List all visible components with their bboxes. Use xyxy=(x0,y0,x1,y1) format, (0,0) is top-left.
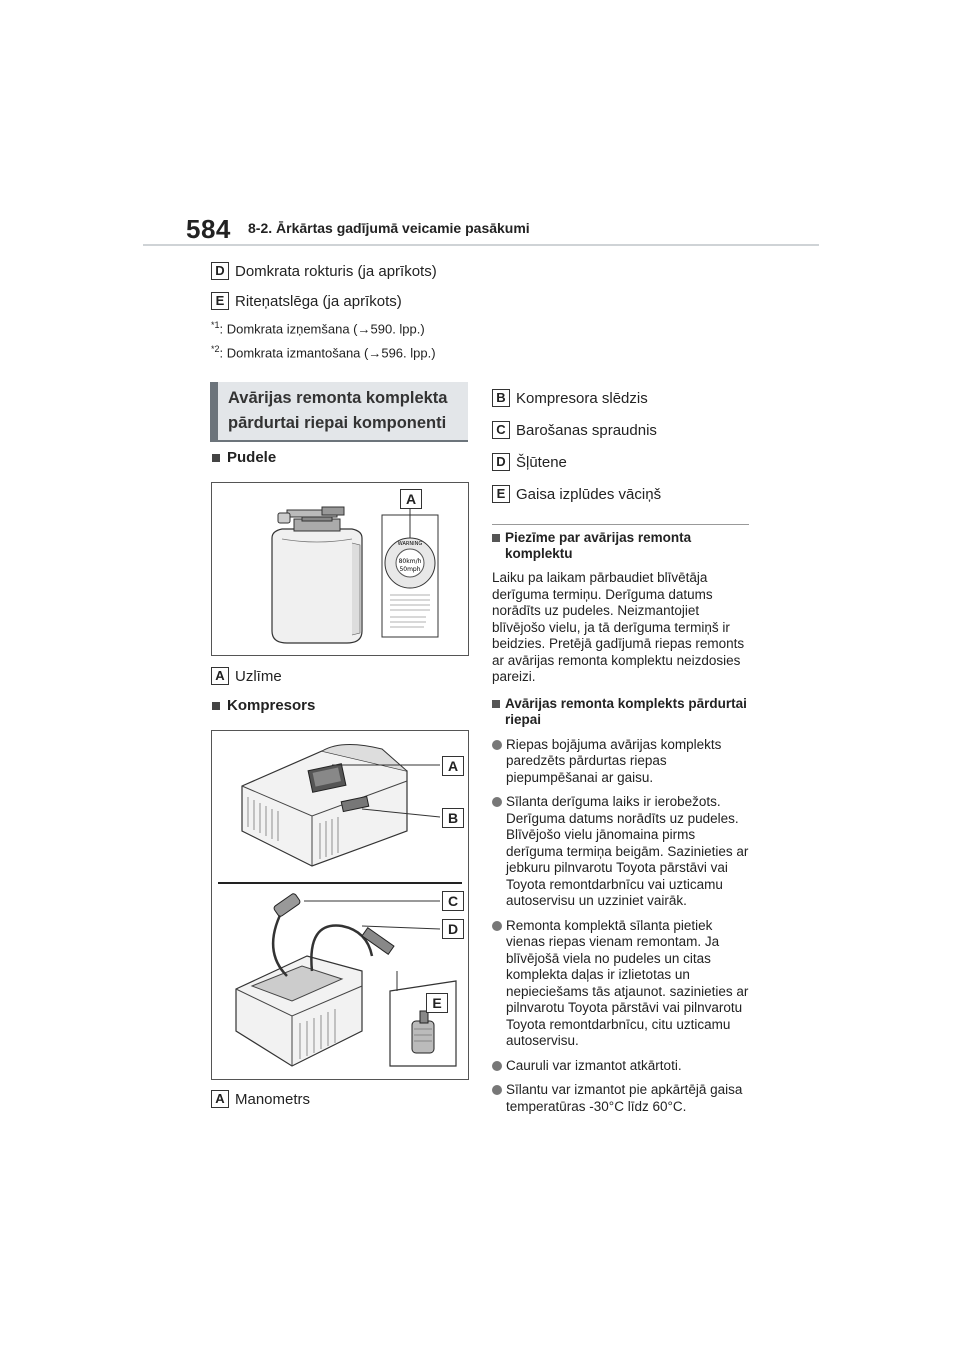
bottle-figure xyxy=(211,482,469,656)
section-heading-line: Avārijas remonta komplekta xyxy=(228,389,448,407)
bullet-item: Riepas bojājuma avārijas komplekts paredzēts pārdurtas riepas piepumpēšanai ar gaisu. xyxy=(492,737,750,787)
list-item xyxy=(492,485,661,503)
bullet-item: Sīlantu var izmantot pie apkārtējā gaisa temperatūras -30°C līdz 60°C. xyxy=(492,1082,750,1115)
letter-badge: B xyxy=(492,389,510,407)
list-item xyxy=(211,292,402,310)
footnote xyxy=(211,344,436,360)
item-text: Kompresora slēdzis xyxy=(516,389,648,407)
square-bullet-icon xyxy=(212,702,220,710)
footnote xyxy=(211,320,425,336)
label-warning-text: WARNING xyxy=(397,541,423,547)
callout-a: A xyxy=(400,489,422,509)
note-paragraph: Laiku pa laikam pārbaudiet blīvētāja derīguma termiņu. Derīguma datums norādīts uz pudeles. Neizmantojiet blīvējošo vielu, ja tā derīguma termiņš ir beidzies. Pretējā gadījumā riepas remonts ar avārijas remonta komplektu neizdosies pareizi. xyxy=(492,570,745,684)
list-item xyxy=(492,453,567,471)
square-bullet-icon xyxy=(492,534,500,542)
subheading-text: Pudele xyxy=(227,449,277,466)
chapter-title: 8-2. Ārkārtas gadījumā veicamie pasākumi xyxy=(248,220,530,236)
label-speed-mph: 50mph xyxy=(399,566,421,573)
note-heading: Avārijas remonta komplekts pārdurtai riepai xyxy=(492,696,750,728)
notes-rule xyxy=(492,524,749,525)
letter-badge: D xyxy=(492,453,510,471)
bullet-item: Cauruli var izmantot atkārtoti. xyxy=(492,1058,750,1075)
item-text: Manometrs xyxy=(235,1090,311,1108)
bullet-dot-icon xyxy=(492,1085,502,1095)
compressor-figure xyxy=(211,730,469,1080)
square-bullet-icon xyxy=(212,454,220,462)
letter-badge: D xyxy=(211,262,229,280)
bottle-illustration xyxy=(212,483,468,655)
list-item xyxy=(211,262,437,280)
footnote-mark: *1 xyxy=(211,320,220,330)
bullet-dot-icon xyxy=(492,740,502,750)
item-text: Uzlīme xyxy=(235,667,282,685)
list-item xyxy=(211,1090,310,1108)
callout-d: D xyxy=(442,919,464,939)
page-number: 584 xyxy=(186,214,231,244)
callout-e: E xyxy=(426,993,448,1013)
notes-section xyxy=(492,530,750,1115)
label-speed-kmh: 80km/h xyxy=(398,558,422,565)
item-text: Riteņatslēga (ja aprīkots) xyxy=(235,292,402,310)
note-heading: Piezīme par avārijas remonta komplektu xyxy=(492,530,750,562)
list-item xyxy=(211,667,282,685)
subheading-bottle xyxy=(212,449,276,466)
item-text: Domkrata rokturis (ja aprīkots) xyxy=(235,262,437,280)
list-item xyxy=(492,421,657,439)
letter-badge: E xyxy=(211,292,229,310)
bullet-dot-icon xyxy=(492,797,502,807)
header-rule xyxy=(143,244,819,246)
bullet-dot-icon xyxy=(492,921,502,931)
letter-badge: E xyxy=(492,485,510,503)
section-heading-rule xyxy=(210,440,468,442)
list-item xyxy=(492,389,648,407)
subheading-compressor xyxy=(212,697,315,714)
section-heading xyxy=(210,382,468,440)
subheading-text: Kompresors xyxy=(227,697,316,714)
letter-badge: A xyxy=(211,1090,229,1108)
callout-b: B xyxy=(442,808,464,828)
callout-a: A xyxy=(442,756,464,776)
letter-badge: C xyxy=(492,421,510,439)
footnote-text: : Domkrata izņemšana (→590. lpp.) xyxy=(219,321,425,337)
letter-badge: A xyxy=(211,667,229,685)
item-text: Barošanas spraudnis xyxy=(516,421,657,439)
footnote-mark: *2 xyxy=(211,344,220,354)
bullet-item: Sīlanta derīguma laiks ir ierobežots. Derīguma datums norādīts uz pudeles. Blīvējošo vielu jānomaina pirms derīguma termiņa beigām. Sazinieties ar jebkuru pilnvarotu Toyota pārstāvi vai Toyota remontdarbnīcu vai uzticamu autoservisu un uzziniet vairāk. xyxy=(492,794,750,910)
item-text: Gaisa izplūdes vāciņš xyxy=(516,485,662,503)
square-bullet-icon xyxy=(492,700,500,708)
bullet-dot-icon xyxy=(492,1061,502,1071)
callout-c: C xyxy=(442,891,464,911)
bullet-item: Remonta komplektā sīlanta pietiek vienas riepas vienam remontam. Ja blīvējošā viela no pudeles un citas komplekta daļas ir izlietotas un nepieciešams tās atjaunot. sazinieties ar pilnvarotu Toyota pārstāvi vai pilnvarotu Toyota remontdarbnīcu, citu uzticamu autoservisu. xyxy=(492,918,750,1050)
item-text: Šļūtene xyxy=(516,453,567,471)
section-heading-line: pārdurtai riepai komponenti xyxy=(228,414,447,432)
footnote-text: : Domkrata izmantošana (→596. lpp.) xyxy=(219,345,436,361)
compressor-illustration xyxy=(212,731,468,1079)
